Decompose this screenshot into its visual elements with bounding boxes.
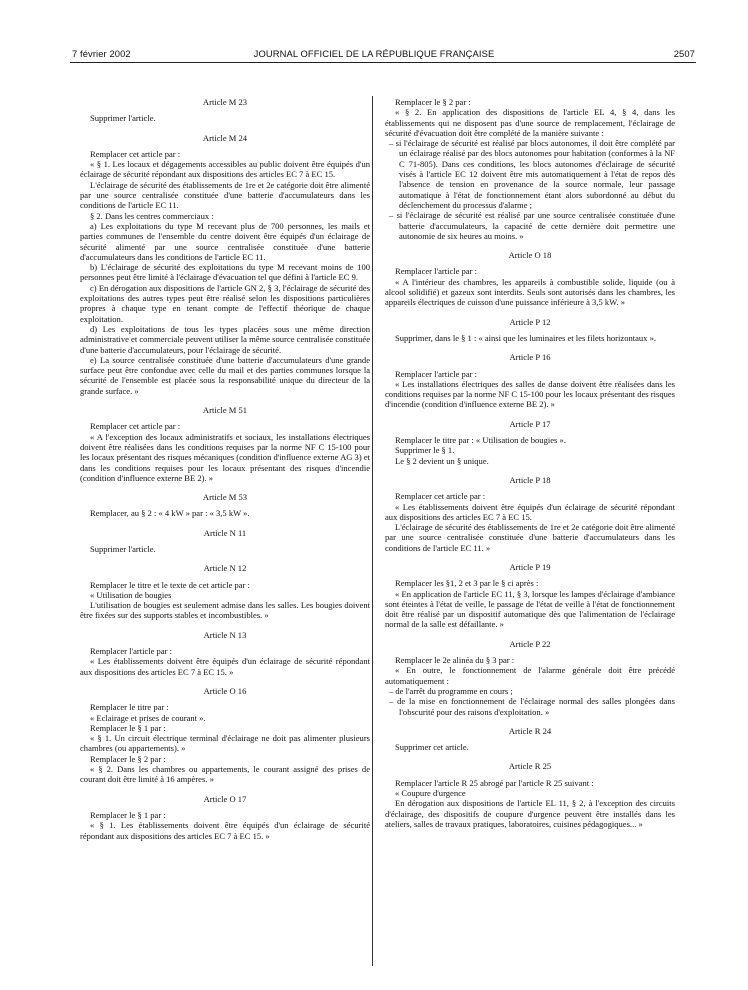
paragraph: En dérogation aux dispositions de l'article EL 11, § 2, à l'exception des circuits d'éclairage, des dispositifs de coupure d'urgence peuvent être installés dans les ateliers, salles de travaux pratiques, laboratoires, cuisines pédagogiques... »: [385, 798, 675, 829]
paragraph: Remplacer le § 1 par :: [90, 722, 166, 733]
dash-item: – de l'arrêt du programme en cours ;: [389, 685, 513, 696]
paragraph: c) En dérogation aux dispositions de l'article GN 2, § 3, l'éclairage de sécurité des exploitations des autres types peut être réalisé selon les dispositions particulières propres à chaque type en tenant compte de l'effectif théorique de chaque exploitation.: [80, 282, 370, 324]
paragraph: « Utilisation de bougies: [90, 589, 172, 600]
paragraph: Remplacer l'article par :: [90, 646, 172, 657]
paragraph: « § 1. Les établissements doivent être équipés d'un éclairage de sécurité répondant aux dispositions des articles EC 7 à EC 15. »: [80, 820, 370, 841]
paragraph: « Eclairage et prises de courant ».: [90, 712, 206, 723]
paragraph: Remplacer l'article par :: [395, 266, 477, 277]
article-title: Article M 51: [202, 405, 248, 416]
article-title: Article N 12: [203, 563, 247, 574]
paragraph: Remplacer cet article par :: [90, 148, 181, 159]
paragraph: « § 2. Dans les chambres ou appartements, le courant assigné des prises de courant doit être limité à 16 ampères. »: [80, 764, 370, 785]
header-rule: [70, 62, 696, 63]
left-column: [80, 97, 370, 841]
paragraph: « A l'exception des locaux administratifs et sociaux, les installations électriques doivent être réalisées dans les conditions requises par la norme NF C 15-100 pour les locaux présentant des risques mécaniques (condition d'influence externe AG 3) et dans les conditions requises pour les locaux présentant des risques d'incendie (condition d'influence externe BE 2). »: [80, 431, 370, 483]
header-title: JOURNAL OFFICIEL DE LA RÉPUBLIQUE FRANÇAISE: [253, 48, 495, 59]
paragraph: Remplacer cet article par :: [395, 491, 486, 502]
header-page-number: 2507: [673, 48, 695, 59]
article-title: Article O 18: [508, 250, 552, 261]
paragraph: d) Les exploitations de tous les types placées sous une même direction administrative et commerciale peuvent utiliser la même source centralisée constituée d'une batterie d'accumulateurs, pour l'éclairage de sécurité.: [80, 323, 370, 355]
paragraph: Remplacer le 2e alinéa du § 3 par :: [395, 655, 515, 666]
article-title: Article P 19: [509, 561, 551, 572]
paragraph: « En application de l'article EC 11, § 3, lorsque les lampes d'éclairage d'ambiance sont éteintes à l'état de veille, le passage de l'état de veille à l'état de fonctionnement doit être réalisé par un dispositif automatique dès que l'alimentation de l'éclairage normal de la salle est défaillante. »: [385, 588, 675, 630]
paragraph: Remplacer le § 2 par :: [90, 753, 166, 764]
paragraph: « A l'intérieur des chambres, les appareils à combustible solide, liquide (ou à alcool solidifié) et gazeux sont interdits. Seuls sont autorisés dans les chambres, les appareils électriques de cuisson d'une puissance inférieure à 3,5 kW. »: [385, 276, 675, 308]
paragraph: « En outre, le fonctionnement de l'alarme générale doit être précédé automatiquement :: [385, 665, 675, 686]
paragraph: Remplacer l'article R 25 abrogé par l'article R 25 suivant :: [395, 777, 594, 788]
article-title: Article P 22: [509, 638, 551, 649]
paragraph: Remplacer le § 2 par :: [395, 97, 471, 107]
article-title: Article N 13: [203, 629, 247, 640]
paragraph: Supprimer l'article.: [90, 543, 156, 554]
paragraph: « Coupure d'urgence: [395, 788, 466, 799]
dash-item: – si l'éclairage de sécurité est réalisé par blocs autonomes, il doit être complété par un éclairage réalisé par des blocs autonomes pour habitation (conformes à la NF C 71-805). Dans ces conditions, les blocs autonomes d'éclairage de sécurité visés à l'article EC 12 doivent être mis automatiquement à l'état de repos dès l'absence de tension en provenance de la source normale, leur passage automatique à l'état de fonctionnement étant alors subordonné au début du déclenchement du processus d'alarme ;: [389, 138, 675, 210]
paragraph: L'éclairage de sécurité des établissements de 1re et 2e catégorie doit être alimenté par une source centralisée constituée d'une batterie d'accumulateurs dans les conditions de l'article EC 11.: [80, 179, 370, 211]
paragraph: « § 2. En application des dispositions de l'article EL 4, § 4, dans les établissements qui ne disposent pas d'une source de remplacement, l'éclairage de sécurité d'évacuation doit être complété de la manière suivante :: [385, 107, 675, 138]
paragraph: « Les établissements doivent être équipés d'un éclairage de sécurité répondant aux dispositions des articles EC 7 à EC 15. »: [80, 656, 370, 677]
paragraph: Remplacer le titre par :: [90, 702, 169, 713]
column-divider: [372, 96, 373, 966]
paragraph: e) La source centralisée constituée d'une batterie d'accumulateurs d'une grande surface peut être confondue avec celle du mail et des parties communes lorsque la sécurité de l'ensemble est placée sous la responsabilité unique du directeur de la grande surface. »: [80, 354, 370, 396]
article-title: Article R 25: [508, 761, 552, 772]
header-date: 7 février 2002: [72, 48, 131, 59]
article-title: Article M 53: [202, 492, 248, 503]
paragraph: Remplacer le § 1 par :: [90, 809, 166, 820]
paragraph: Supprimer l'article.: [90, 113, 156, 124]
article-title: Article O 16: [203, 685, 247, 696]
paragraph: « Les installations électriques des salles de danse doivent être réalisées dans les conditions requises par la norme NF C 15-100 pour les locaux présentant des risques d'incendie (condition d'influence externe BE 2). »: [385, 378, 675, 410]
paragraph: Remplacer l'article par :: [395, 368, 477, 379]
right-column: [385, 97, 675, 829]
article-title: Article P 12: [509, 316, 551, 327]
paragraph: Remplacer cet article par :: [90, 421, 181, 432]
dash-item: – si l'éclairage de sécurité est réalisé par une source centralisée constituée d'une batterie d'accumulateurs, la capacité de cette dernière doit permettre une autonomie de six heures au moins. »: [389, 210, 675, 241]
article-title: Article P 16: [509, 352, 551, 363]
paragraph: Remplacer, au § 2 : « 4 kW » par : « 3,5 kW ».: [90, 508, 250, 519]
paragraph: Remplacer le titre par : « Utilisation de bougies ».: [395, 435, 566, 446]
article-title: Article N 11: [203, 527, 247, 538]
paragraph: Supprimer, dans le § 1 : « ainsi que les luminaires et les filets horizontaux ».: [395, 332, 656, 343]
paragraph: § 2. Dans les centres commerciaux :: [90, 210, 214, 221]
paragraph: L'utilisation de bougies est seulement admise dans les salles. Les bougies doivent être fixées sur des supports stables et incombustibles. »: [80, 600, 370, 621]
paragraph: « Les établissements doivent être équipés d'un éclairage de sécurité répondant aux dispositions des articles EC 7 à EC 15.: [385, 501, 675, 522]
paragraph: Supprimer cet article.: [395, 742, 469, 753]
article-title: Article P 17: [509, 418, 551, 429]
article-title: Article M 23: [202, 97, 248, 107]
article-title: Article P 18: [509, 474, 551, 485]
paragraph: b) L'éclairage de sécurité des exploitations du type M recevant moins de 100 personnes peut être limité à l'éclairage d'évacuation tel que défini à l'article EC 9.: [80, 262, 370, 283]
paragraph: « § 1. Un circuit électrique terminal d'éclairage ne doit pas alimenter plusieurs chambres (ou appartements). »: [80, 733, 370, 754]
paragraph: Le § 2 devient un § unique.: [395, 455, 489, 466]
paragraph: Supprimer le § 1.: [395, 445, 455, 456]
dash-item: – de la mise en fonctionnement de l'éclairage normal des salles plongées dans l'obscurité pour des raisons d'exploitation. »: [389, 696, 675, 717]
page-header: [0, 0, 748, 70]
paragraph: « § 1. Les locaux et dégagements accessibles au public doivent être équipés d'un éclairage de sécurité répondant aux dispositions des articles EC 7 à EC 15.: [80, 159, 370, 180]
paragraph: a) Les exploitations du type M recevant plus de 700 personnes, les mails et parties communes de l'ensemble du centre doivent être équipés d'un éclairage de sécurité alimenté par une source centralisée constituée d'une batterie d'accumulateurs dans les conditions de l'article EC 11.: [80, 220, 370, 262]
article-title: Article O 17: [203, 793, 247, 804]
article-title: Article R 24: [508, 725, 552, 736]
paragraph: Remplacer les §1, 2 et 3 par le § ci après :: [395, 578, 539, 589]
paragraph: L'éclairage de sécurité des établissements de 1re et 2e catégorie doit être alimenté par une source centralisée constituée d'une batterie d'accumulateurs dans les conditions de l'article EC 11. »: [385, 522, 675, 553]
paragraph: Remplacer le titre et le texte de cet article par :: [90, 579, 250, 590]
article-title: Article M 24: [202, 132, 248, 143]
